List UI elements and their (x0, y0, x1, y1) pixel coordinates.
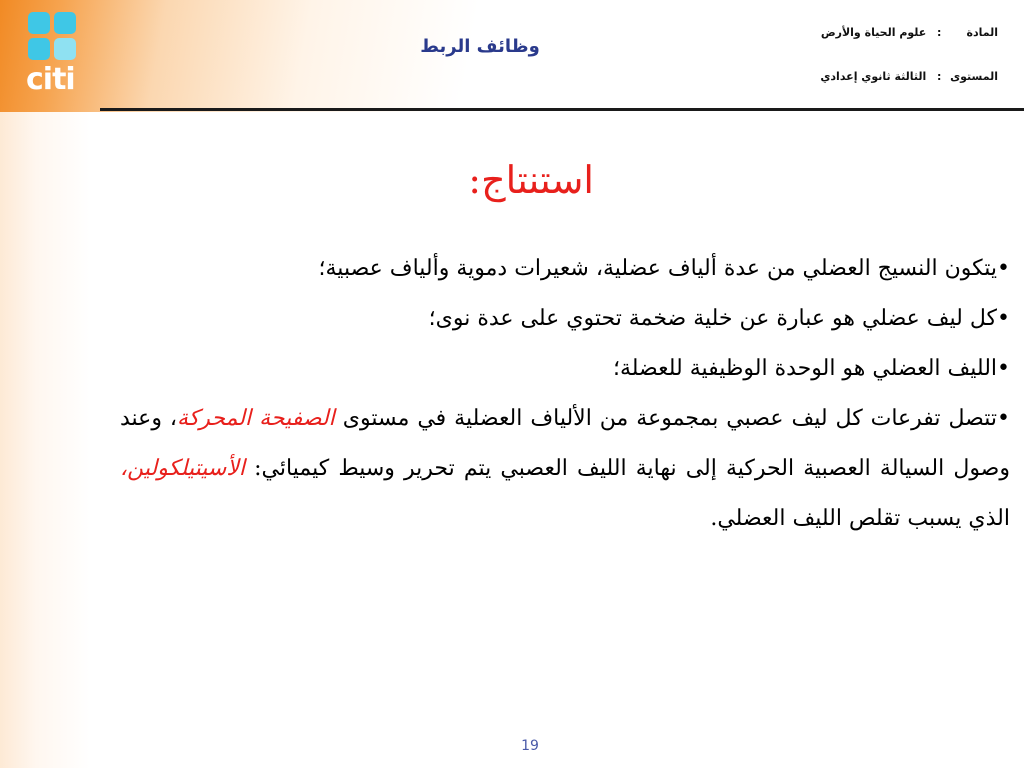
subject-line (821, 26, 998, 39)
slide-body (120, 244, 1010, 544)
bullet-text-part1: •تتصل تفرعات كل ليف عصبي بمجموعة من الألياف العضلية في مستوى (342, 406, 1010, 431)
left-fade (0, 112, 90, 768)
motor-plate-term: الصفيحة المحركة (177, 406, 335, 431)
subject-separator: : (936, 26, 942, 39)
bullet-item: •الليف العضلي هو الوحدة الوظيفية للعضلة؛ (612, 356, 1010, 381)
subject-label: المادة (966, 26, 998, 39)
bullet-item-motor-plate (120, 394, 1010, 544)
page-number: 19 (521, 738, 539, 754)
bullet-text-part2: ، وعند وصول السيالة العصبية الحركية إلى نهاية الليف العصبي يتم تحرير وسيط كيميائي: (120, 406, 1010, 481)
level-separator: : (936, 70, 942, 83)
level-value: الثالثة ثانوي إعدادي (820, 70, 927, 83)
citi-logo-icon (24, 12, 82, 97)
header-title: وظائف الربط (420, 36, 540, 57)
logo-square-3 (28, 38, 50, 60)
bullet-item: •كل ليف عضلي هو عبارة عن خلية ضخمة تحتوي على عدة نوى؛ (428, 306, 1010, 331)
bullet-text-part3: الذي يسبب تقلص الليف العضلي. (710, 506, 1010, 531)
logo-text: citi (26, 62, 75, 97)
subject-value: علوم الحياة والأرض (820, 26, 927, 39)
acetylcholine-term: الأسيتيلكولين، (120, 456, 245, 481)
logo-square-4 (54, 38, 76, 60)
logo-square-2 (54, 12, 76, 34)
logo-square-1 (28, 12, 50, 34)
header-divider (100, 108, 1024, 111)
level-line (820, 70, 998, 83)
bullet-item: •يتكون النسيج العضلي من عدة ألياف عضلية، شعيرات دموية وألياف عصبية؛ (318, 256, 1010, 281)
level-label: المستوى (950, 70, 998, 83)
slide-heading: استنتاج: (468, 158, 594, 202)
